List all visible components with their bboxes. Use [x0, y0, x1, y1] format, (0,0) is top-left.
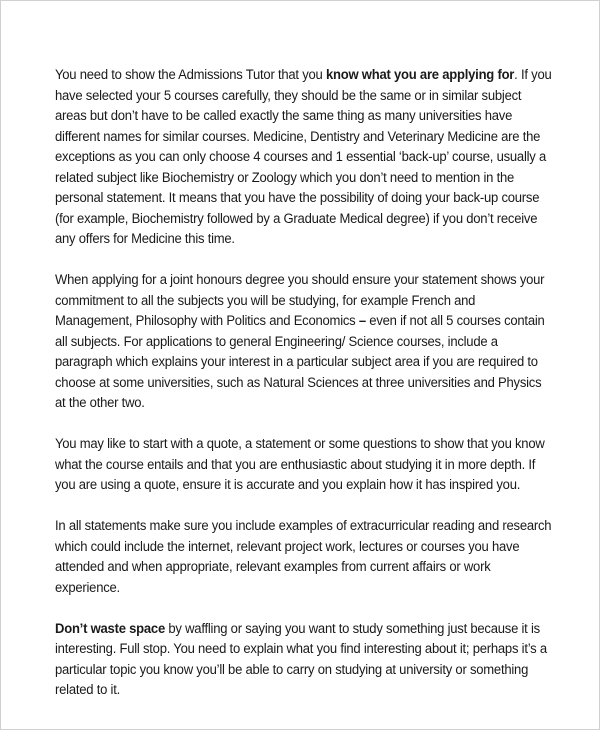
paragraph-extracurricular [55, 516, 552, 598]
paragraph-text: When applying for a joint honours degree you should ensure your statement shows your commitment to all the subjects you will be studying, for example French and Management, Philosophy with Politics and Economics [55, 272, 545, 329]
paragraph-joint-honours [55, 270, 552, 414]
document-body [55, 65, 552, 721]
bold-phrase: know what you are applying for [325, 67, 515, 83]
paragraph-text: In all statements make sure you include examples of extracurricular reading and research which could include the internet, relevant project work, lectures or courses you have attended and when appropriate, relevant examples from current affairs or work experience. [55, 518, 552, 596]
bold-phrase: Don’t waste space [55, 620, 165, 637]
bold-dash: – [358, 313, 366, 329]
paragraph-text: even if not all 5 courses contain all subjects. For applications to general Engineering/ Science courses, include a paragraph which explains your interest in a particular subject area if you are required to choose at some universities, such as Natural Sciences at three universities and Physics at the other two. [55, 313, 545, 411]
paragraph-quote [55, 434, 552, 496]
paragraph-text: by waffling or saying you want to study something just because it is interesting. Full stop. You need to explain what you find interesting about it; perhaps it’s a particular topic you know you’ll be able to carry on studying at university or something related to it. [55, 620, 547, 698]
paragraph-applying-for [55, 65, 552, 250]
paragraph-text: . If you have selected your 5 courses carefully, they should be the same or in similar subject areas but don’t have to be called exactly the same thing as many universities have different names for similar courses. Medicine, Dentistry and Veterinary Medicine are the exceptions as you can only choose 4 courses and 1 essential ‘back-up’ course, usually a related subject like Biochemistry or Zoology which you don’t need to mention in the personal statement. It means that you have the possibility of doing your back-up course (for example, Biochemistry followed by a Graduate Medical degree) if you don’t receive any offers for Medicine this time. [55, 67, 552, 247]
paragraph-text: You need to show the Admissions Tutor that you [55, 67, 326, 83]
paragraph-dont-waste-space [55, 619, 552, 701]
paragraph-text: You may like to start with a quote, a statement or some questions to show that you know what the course entails and that you are enthusiastic about studying it in more depth. If you are using a quote, ensure it is accurate and you explain how it has inspired you. [55, 436, 545, 493]
